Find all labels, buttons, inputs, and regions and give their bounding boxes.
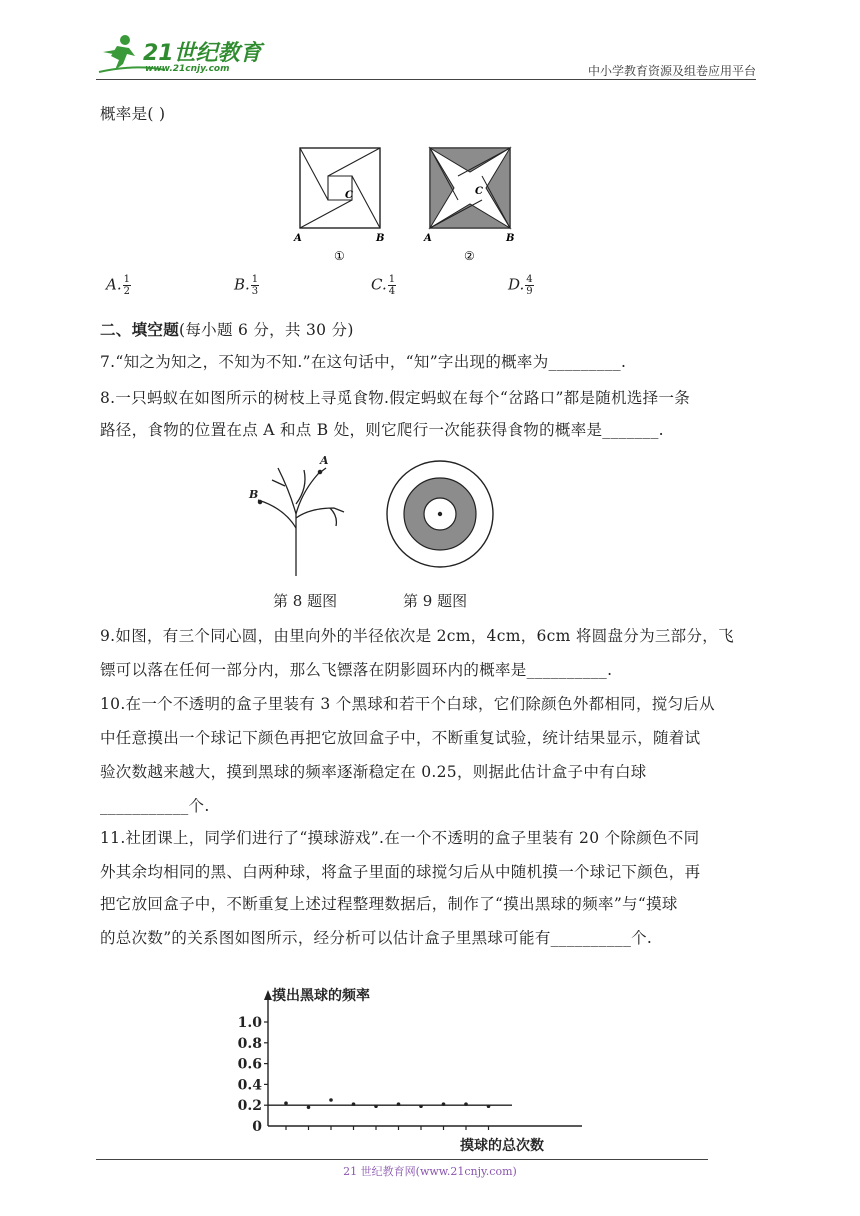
q6-figure-1 xyxy=(290,142,400,270)
q8-caption: 第 8 题图 xyxy=(273,592,338,610)
header-divider xyxy=(96,79,756,80)
q8-tree-figure xyxy=(240,448,360,578)
q10-line-2: 中任意摸出一个球记下颜色再把它放回盒子中，不断重复试验，统计结果显示，随着试 xyxy=(100,729,701,747)
logo xyxy=(95,30,265,78)
footer-divider xyxy=(96,1159,708,1160)
data-point xyxy=(284,1101,288,1105)
option-d[interactable]: D. $\frac{4}{9}$ xyxy=(508,274,533,297)
q6-text-tail: 概率是( ) xyxy=(100,105,166,123)
data-point xyxy=(352,1102,356,1106)
q10-line-3: 验次数越来越大，摸到黑球的频率逐渐稳定在 0.25，则据此估计盒子中有白球 xyxy=(100,763,647,781)
q9-line-1: 9.如图，有三个同心圆，由里向外的半径依次是 2cm，4cm，6cm 将圆盘分为三部分，飞 xyxy=(100,627,734,645)
data-point xyxy=(329,1098,333,1102)
fig1-caption: ① xyxy=(334,249,345,263)
q8-line-1: 8.一只蚂蚁在如图所示的树枝上寻觅食物.假定蚂蚁在每个“岔路口”都是随机选择一条 xyxy=(100,389,691,407)
y-axis-arrow xyxy=(264,990,272,1000)
y-tick-label: 0.2 xyxy=(237,1098,262,1115)
q9-line-2: 镖可以落在任何一部分内，那么飞镖落在阴影圆环内的概率是__________. xyxy=(100,661,613,679)
q8-label-a: A xyxy=(320,454,329,467)
option-a[interactable]: A. $\frac{1}{2}$ xyxy=(106,274,130,297)
fig1-label-a: A xyxy=(294,233,302,244)
q9-caption: 第 9 题图 xyxy=(403,592,468,610)
y-tick-label: 0.6 xyxy=(237,1056,262,1073)
q11-line-4: 的总次数”的关系图如图所示，经分析可以估计盒子里黑球可能有__________个. xyxy=(100,929,653,947)
q6-figure-2 xyxy=(420,142,530,270)
q11-line-3: 把它放回盒子中，不断重复上述过程整理数据后，制作了“摸出黑球的频率”与“摸球 xyxy=(100,895,678,913)
q10-line-1: 10.在一个不透明的盒子里装有 3 个黑球和若干个白球，它们除颜色外都相同，搅匀后从 xyxy=(100,695,715,713)
q7-text: 7.“知之为知之，不知为不知.”在这句话中，“知”字出现的概率为_________. xyxy=(100,353,627,371)
y-axis-label: 摸出黑球的频率 xyxy=(272,988,370,1004)
logo-url: www.21cnjy.com xyxy=(145,64,230,74)
option-c[interactable]: C. $\frac{1}{4}$ xyxy=(371,274,396,297)
header-platform-name: 中小学教育资源及组卷应用平台 xyxy=(587,64,756,78)
data-point xyxy=(374,1104,378,1108)
fig2-caption: ② xyxy=(464,249,475,263)
fig1-label-b: B xyxy=(376,233,385,244)
data-point xyxy=(487,1104,491,1108)
q11-line-2: 外其余均相同的黑、白两种球，将盒子里面的球搅匀后从中随机摸一个球记下颜色，再 xyxy=(100,863,701,881)
y-tick-label: 0 xyxy=(252,1119,262,1135)
q9-target-figure xyxy=(384,458,496,570)
y-tick-label: 1.0 xyxy=(237,1015,262,1031)
footer-text: 21 世纪教育网(www.21cnjy.com) xyxy=(343,1165,517,1178)
y-tick-label: 0.4 xyxy=(237,1077,262,1094)
data-point xyxy=(442,1102,446,1106)
option-b[interactable]: B. $\frac{1}{3}$ xyxy=(234,274,259,297)
y-tick-label: 0.8 xyxy=(237,1035,262,1052)
q8-label-b: B xyxy=(249,488,259,501)
q11-frequency-chart xyxy=(222,982,592,1154)
fig2-label-c: C xyxy=(475,186,483,197)
x-axis-label: 摸球的总次数 xyxy=(460,1138,544,1154)
q10-line-4: ___________个. xyxy=(100,797,210,815)
q11-line-1: 11.社团课上，同学们进行了“摸球游戏”.在一个不透明的盒子里装有 20 个除颜色不同 xyxy=(100,829,700,847)
data-point xyxy=(419,1104,423,1108)
fig1-label-c: C xyxy=(345,190,353,201)
fig2-label-b: B xyxy=(506,233,515,244)
data-point xyxy=(307,1105,311,1109)
section-2-heading: 二、填空题(每小题 6 分，共 30 分) xyxy=(100,320,354,339)
q8-line-2: 路径，食物的位置在点 A 和点 B 处，则它爬行一次能获得食物的概率是_______. xyxy=(100,421,664,439)
logo-text: 21世纪教育 xyxy=(143,41,262,66)
data-point xyxy=(397,1102,401,1106)
data-point xyxy=(464,1102,468,1106)
fig2-label-a: A xyxy=(424,233,432,244)
